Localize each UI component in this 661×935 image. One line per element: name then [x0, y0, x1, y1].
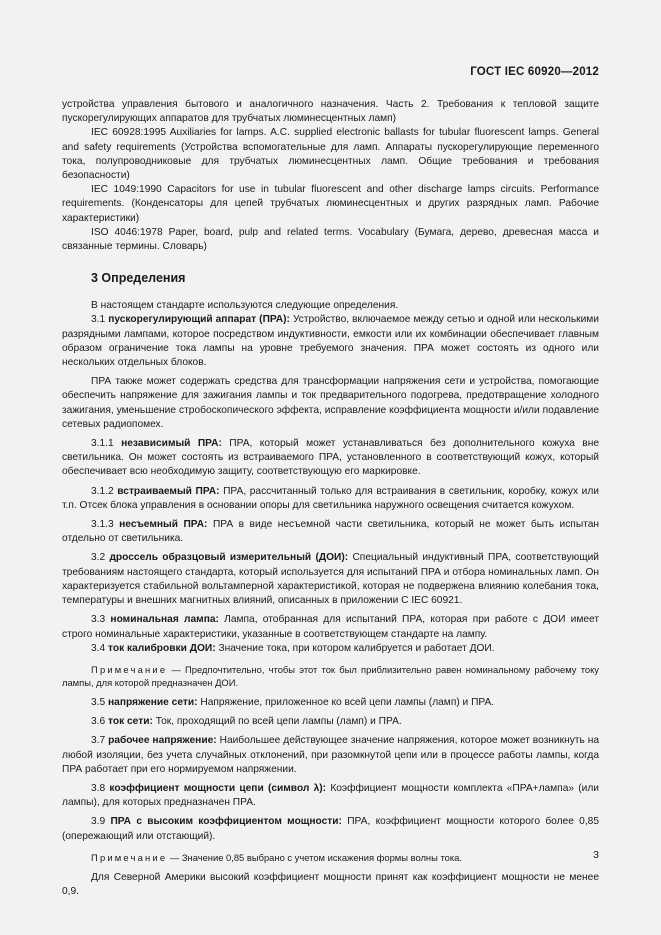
definition-3-7 [62, 734, 599, 777]
reference-continuation: устройства управления бытового и аналогичного назначения. Часть 2. Требования к тепловой защите пускорегулирующих аппаратов для трубчатых люминесцентных ламп) [62, 99, 599, 125]
term: несъемный ПРА: [119, 519, 208, 531]
definition-3-9 [62, 815, 599, 843]
term: рабочее напряжение: [108, 735, 217, 747]
page-content [62, 98, 599, 899]
note-label: Примечание [91, 851, 168, 863]
definitions-intro: В настоящем стандарте используются следующие определения. [91, 300, 399, 312]
definition-3-1-continued: ПРА также может содержать средства для трансформации напряжения сети и устройства, помогающие обеспечить напряжение для зажигания лампы и ток предварительного подогрева, предотвращение холодного зажигания, уменьшение стробоскопического эффекта, исправление коэффициента мощности и/или подавление сетевых радиопомех. [62, 376, 599, 430]
note-text: — Предпочтительно, чтобы этот ток был приблизительно равен номинальному рабочему току лампы, для которой предназначен ДОИ. [62, 663, 599, 688]
reference-iec-60928: IEC 60928:1995 Auxiliaries for lamps. A.C. supplied electronic ballasts for tubular fluorescent lamps. General and safety requirements (Устройства вспомогательные для ламп. Аппараты пускорегулирующие переменного тока, полупроводниковые для трубчатых люминесцентных ламп. Общие требования и требования безопасности) [62, 127, 599, 182]
document-header: ГОСТ IEC 60920—2012 [470, 66, 599, 78]
definition-text: Напряжение, приложенное ко всей цепи лампы (ламп) и ПРА. [197, 696, 495, 708]
clause-number: 3.5 [91, 696, 108, 708]
term: независимый ПРА: [121, 438, 222, 450]
definition-3-1 [62, 313, 599, 370]
term: встраиваемый ПРА: [117, 485, 220, 497]
definition-3-3 [62, 613, 599, 641]
note-text: — Значение 0,85 выбрано с учетом искажения формы волны тока. [167, 851, 462, 863]
note-label: Примечание [91, 663, 168, 675]
definition-3-6 [62, 715, 599, 729]
definition-3-4 [62, 642, 599, 656]
term: дроссель образцовый измерительный (ДОИ): [109, 552, 349, 564]
term: коэффициент мощности цепи (символ λ): [109, 782, 327, 794]
reference-iso-4046: ISO 4046:1978 Paper, board, pulp and related terms. Vocabulary (Бумага, дерево, древесная масса и связанные термины. Словарь) [62, 226, 599, 253]
term: пускорегулирующий аппарат (ПРА): [108, 314, 290, 326]
clause-number: 3.4 [91, 642, 108, 654]
section-heading: 3 Определения [91, 271, 186, 286]
definition-3-5 [62, 696, 599, 710]
clause-number: 3.8 [91, 782, 110, 794]
definition-text: ПРА, коэффициент мощности которого более 0,85 (опережающий или отстающий). [62, 816, 599, 842]
definition-3-2 [62, 551, 599, 608]
definition-text: Значение тока, при котором калибруется и работает ДОИ. [215, 642, 495, 654]
clause-number: 3.1 [91, 314, 109, 326]
definition-text: Лампа, отобранная для испытаний ПРА, которая при работе с ДОИ имеет строго номинальные характеристики, указанные в соответствующем стандарте на лампу. [62, 614, 599, 640]
term: ток сети: [108, 716, 153, 728]
definition-3-1-2 [62, 485, 599, 513]
definition-text: Ток, проходящий по всей цепи лампы (ламп) и ПРА. [152, 716, 402, 728]
clause-number: 3.1.1 [91, 438, 122, 450]
note-calibration-current [62, 663, 599, 689]
clause-number: 3.6 [91, 716, 108, 728]
clause-number: 3.2 [91, 552, 110, 564]
definition-text: Специальный индуктивный ПРА, соответствующий требованиям настоящего стандарта, который используется для испытаний ПРА и отбора номинальных ламп. Он характеризуется стабильной вольтамперной характеристикой, которая не подвержена влиянию колебания тока, температуры и внешних магнитных влияний, описанных в приложении C IEC 60921. [62, 552, 599, 607]
clause-number: 3.7 [91, 735, 109, 747]
definition-text: ПРА в виде несъемной части светильника, который не может быть испытан отдельно от светильника. [62, 519, 599, 545]
clause-number: 3.9 [91, 816, 111, 828]
definition-text: Устройство, включаемое между сетью и одной или несколькими разрядными лампами, которое посредством индуктивности, емкости или их комбинации обеспечивает главным образом ограничение тока лампы на уровне требуемого значения. ПРА может состоять из одного или нескольких отдельных блоков. [62, 314, 599, 369]
reference-iec-1049: IEC 1049:1990 Capacitors for use in tubular fluorescent and other discharge lamps circuits. Performance requirements. (Конденсаторы для цепей трубчатых люминесцентных и других разрядных ламп. Рабочие характеристики) [62, 184, 599, 224]
term: ПРА с высоким коэффициентом мощности: [110, 816, 342, 828]
term: номинальная лампа: [110, 614, 219, 626]
definition-3-1-3 [62, 518, 599, 546]
page-number: 3 [593, 849, 599, 861]
clause-number: 3.1.3 [91, 519, 120, 531]
definition-text: ПРА, рассчитанный только для встраивания в светильник, коробку, кожух или т.п. Отсек блока управления в основании опоры для светильника наружного освещения считается кожухом. [62, 485, 599, 511]
definition-3-8 [62, 782, 599, 810]
north-america-paragraph: Для Северной Америки высокий коэффициент мощности принят как коэффициент мощности не менее 0,9. [62, 871, 599, 897]
term: напряжение сети: [108, 696, 198, 708]
definition-3-1-1 [62, 437, 599, 480]
note-power-factor [62, 851, 599, 864]
definition-text: ПРА, который может устанавливаться без дополнительного кожуха вне светильника. Он может состоять из встраиваемого ПРА, установленного в соответствующий кожух, который обеспечивает всю необходимую защиту, соответствующую его маркировке. [62, 438, 599, 478]
definition-text: Наибольшее действующее значение напряжения, которое может возникнуть на любой изоляции, без учета случайных отклонений, при разомкнутой цепи или в процессе работы лампы, когда ПРА работает при его нормируемом напряжении. [62, 735, 599, 775]
clause-number: 3.3 [91, 614, 111, 626]
term: ток калибровки ДОИ: [108, 642, 216, 654]
definition-text: Коэффициент мощности комплекта «ПРА+лампа» (или лампы), для которых предназначен ПРА. [62, 782, 599, 809]
clause-number: 3.1.2 [91, 485, 118, 497]
